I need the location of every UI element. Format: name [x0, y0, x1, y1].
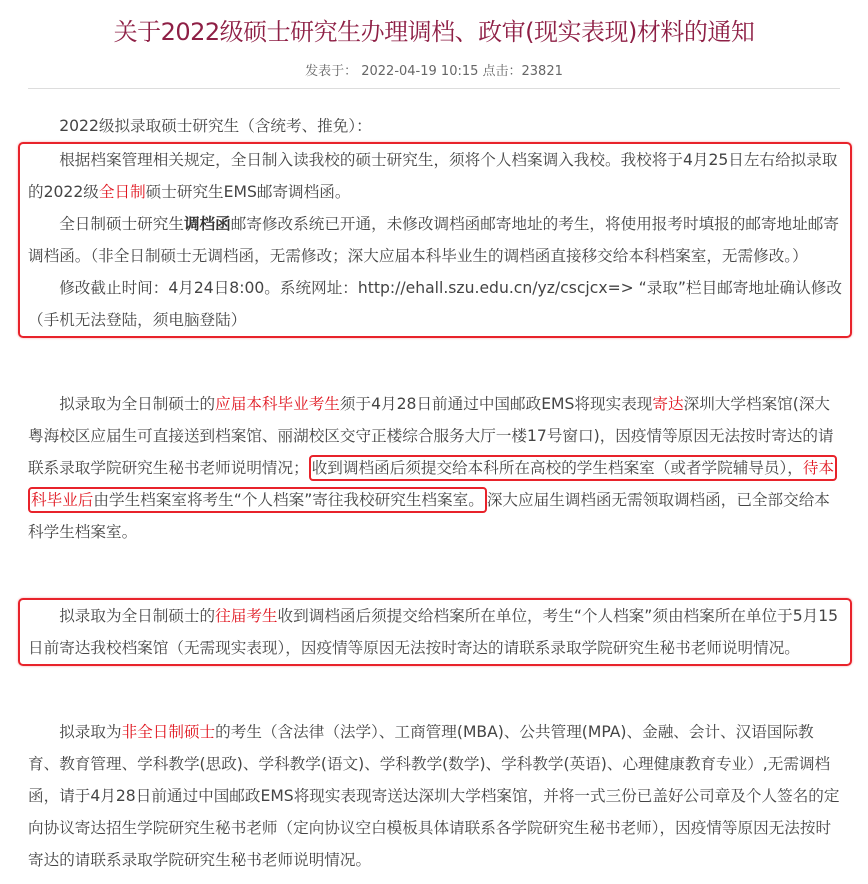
paragraph-3: 修改截止时间：4月24日8:00。系统网址：http://ehall.szu.edu.cn/yz/cscjcx=> “录取”栏目邮寄地址确认修改（手机无法登陆，须电脑登陆）	[28, 279, 842, 329]
highlight-text: 非全日制硕士	[121, 723, 216, 741]
bold-text: 调档函	[183, 215, 231, 233]
text: 根据档案管理相关规定，全日制入读我校的硕士研究生，须将个人档案调入我校。我校将于4月25日左右给拟录取的2022级	[28, 151, 838, 201]
text: 由学生档案室将考生“个人档案”寄往我校研究生档案室。	[93, 491, 484, 509]
text: 收到调档函后须提交给本科所在高校的学生档案室（或者学院辅导员），	[311, 459, 803, 477]
text: 硕士研究生EMS邮寄调档函。	[145, 183, 351, 201]
paragraph-2	[28, 208, 842, 272]
paragraph-6	[28, 716, 842, 876]
text: 深圳大学档案馆(深大粤海校区应届生可直接送到档案馆、丽湖校区交守正楼综合服务大厅一楼17号窗口)，因疫情等原因无法按时寄达的请联系录取学院研究生秘书老师说明情况；	[28, 395, 834, 477]
highlight-box-2	[18, 598, 852, 666]
text: 拟录取为全日制硕士的	[59, 607, 216, 625]
text: 须于4月28日前通过中国邮政EMS将现实表现	[339, 395, 653, 413]
paragraph-4	[28, 388, 842, 548]
highlight-text: 寄达	[652, 395, 684, 413]
text: 收到调档函后须提交给档案所在单位，考生“个人档案”须由档案所在单位于5月15日前寄达我校档案馆（无需现实表现），因疫情等原因无法按时寄达的请联系录取学院研究生秘书老师说明情况。	[28, 607, 839, 657]
text: 拟录取为	[59, 723, 122, 741]
article-body	[28, 110, 842, 876]
highlight-text: 待本科毕业后	[31, 459, 835, 509]
highlight-text: 应届本科毕业考生	[215, 395, 340, 413]
article-title: 关于2022级硕士研究生办理调档、政审(现实表现)材料的通知	[113, 18, 755, 46]
text: 的考生（含法律（法学）、工商管理(MBA)、公共管理(MPA)、金融、会计、汉语国际教育、教育管理、学科教学(思政)、学科教学(语文)、学科教学(数学)、学科教学(英语)、心理健康教育专业）,无需调档函，请于4月28日前通过中国邮政EMS将现实表现寄送达深圳大学档案馆，并将一式三份已盖好公司章及个人签名的定向协议寄达招生学院研究生秘书老师（定向协议空白模板具体请联系各学院研究生秘书老师），因疫情等原因无法按时寄达的请联系录取学院研究生秘书老师说明情况。	[28, 723, 840, 869]
text: 全日制硕士研究生	[59, 215, 184, 233]
paragraph-1	[28, 144, 842, 208]
text: 邮寄修改系统已开通，未修改调档函邮寄地址的考生，将使用报考时填报的邮寄地址邮寄调档函。（非全日制硕士无调档函，无需修改；深大应届本科毕业生的调档函直接移交给本科档案室，无需修改。）	[28, 215, 839, 265]
highlight-text: 往届考生	[215, 607, 278, 625]
paragraph-5	[28, 600, 842, 664]
greeting: 2022级拟录取硕士研究生（含统考、推免）：	[59, 117, 372, 135]
text: 拟录取为全日制硕士的	[59, 395, 216, 413]
text: 深大应届生调档函无需领取调档函，已全部交给本科学生档案室。	[28, 491, 830, 541]
highlight-text: 全日制	[98, 183, 146, 201]
article-meta: 发表于： 2022-04-19 10:15 点击：23821	[305, 64, 563, 79]
divider	[28, 88, 840, 89]
highlight-box-1	[18, 142, 852, 338]
